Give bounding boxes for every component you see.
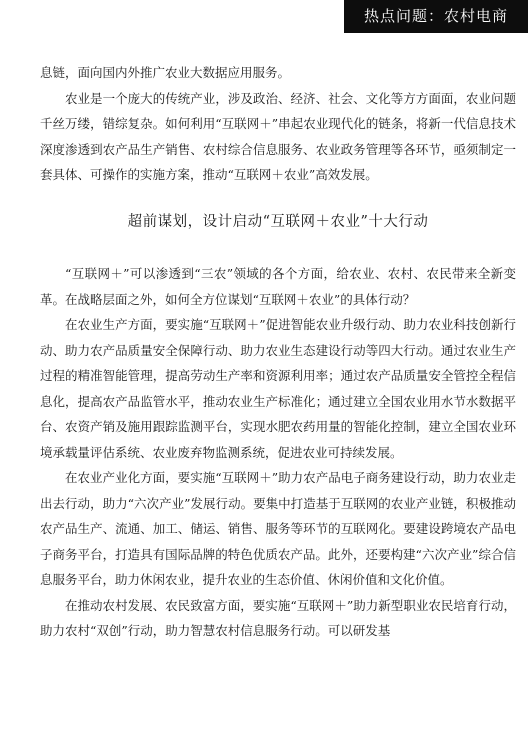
section-heading: 超前谋划，设计启动“互联网＋农业”十大行动 — [127, 213, 429, 230]
paragraph: 息链，面向国内外推广农业大数据应用服务。 — [40, 65, 291, 80]
paragraph: 农业是一个庞大的传统产业，涉及政治、经济、社会、文化等方方面面，农业问题千丝万缕，错综复杂。如何利用“互联网＋”串起农业现代化的链条，将新一代信息技术深度渗透到农产品生产销售、农村综合信息服务、农业政务管理等各环节，亟须制定一套具体、可操作的实施方案，推动“互联网＋农业”高效发展。 — [40, 90, 516, 182]
header-topic-banner: 热点问题：农村电商 — [344, 0, 528, 33]
paragraph: 在农业生产方面，要实施“互联网＋”促进智能农业升级行动、助力农业科技创新行动、助力农产品质量安全保障行动、助力农业生态建设行动等四大行动。通过农业生产过程的精准智能管理，提高劳动生产率和资源利用率；通过农产品质量安全管控全程信息化，提高农产品监管水平，推动农业生产标准化；通过建立全国农业用水节水数据平台、农资产销及施用跟踪监测平台，实现水肥农药用量的智能化控制，建立全国农业环境承载量评估系统、农业废弃物监测系统，促进农业可持续发展。 — [40, 317, 516, 460]
paragraph: 在推动农村发展、农民致富方面，要实施“互联网＋”助力新型职业农民培育行动，助力农村“双创”行动，助力智慧农村信息服务行动。可以研发基 — [40, 597, 516, 638]
paragraph: “互联网＋”可以渗透到“三农”领域的各个方面，给农业、农村、农民带来全新变革。在战略层面之外，如何全方位谋划“互联网＋农业”的具体行动？ — [40, 266, 516, 307]
paragraph: 在农业产业化方面，要实施“互联网＋”助力农产品电子商务建设行动，助力农业走出去行动，助力“六次产业”发展行动。要集中打造基于互联网的农业产业链，积极推动农产品生产、流通、加工、储运、销售、服务等环节的互联网化。要建设跨境农产品电子商务平台，打造具有国际品牌的特色优质农产品。此外，还要构建“六次产业”综合信息服务平台，助力休闲农业，提升农业的生态价值、休闲价值和文化价值。 — [40, 470, 516, 587]
article-body — [40, 60, 516, 644]
